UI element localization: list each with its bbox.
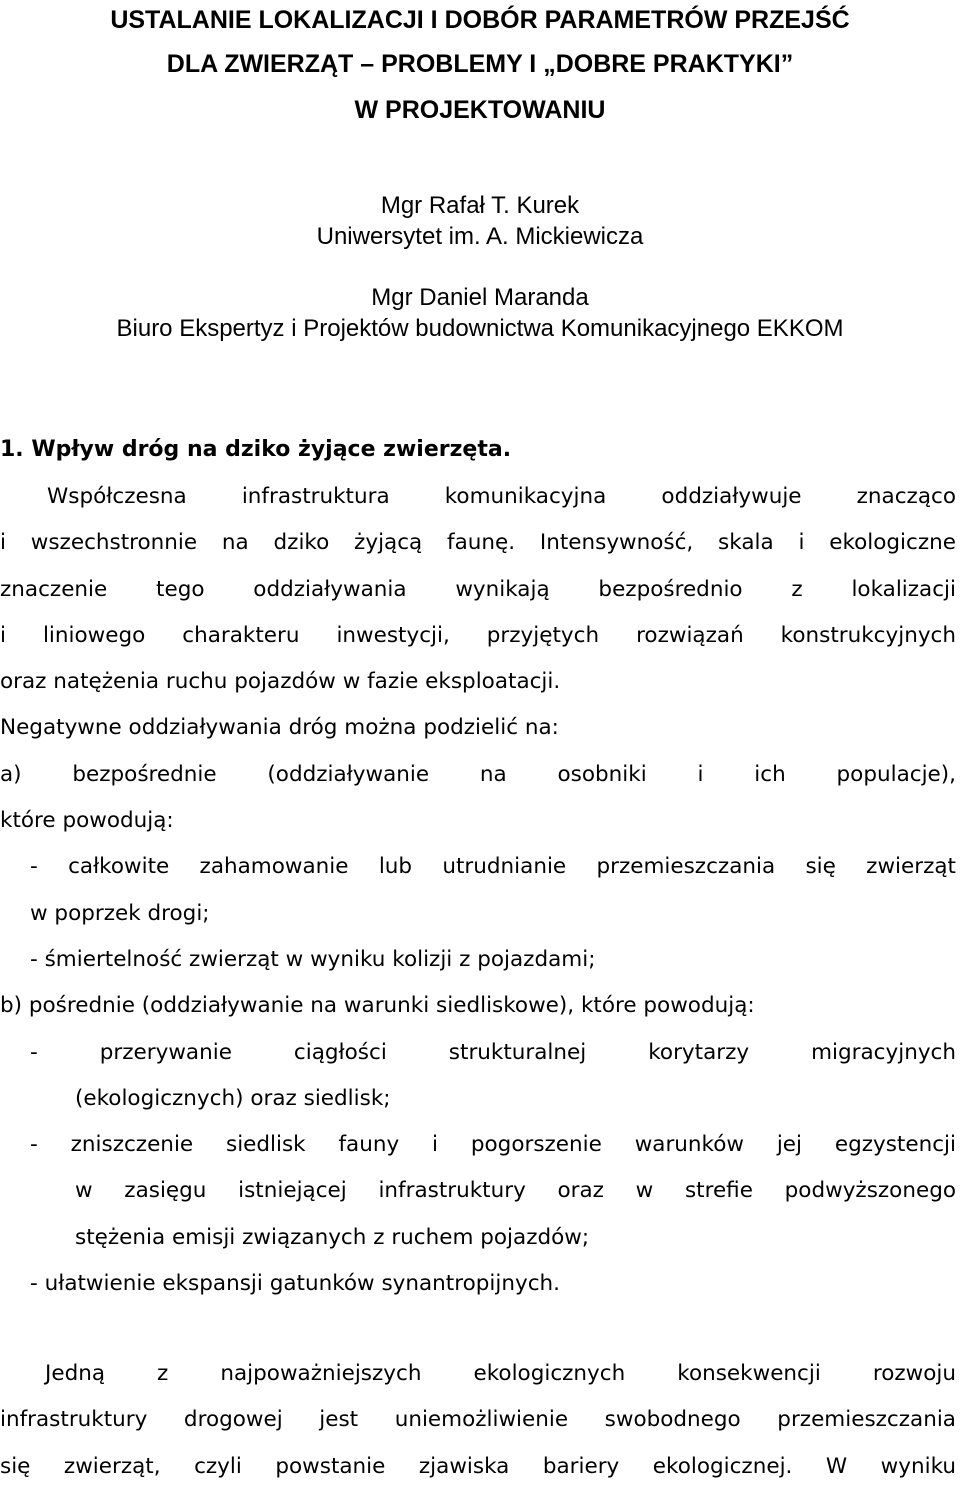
list-item-continuation: (ekologicznych) oraz siedlisk; [75,1085,391,1111]
body-line: infrastruktury drogowej jest uniemożliwienie swobodnego przemieszczania [0,1407,956,1433]
body-line: się zwierząt, czyli powstanie zjawiska bariery ekologicznej. W wyniku [0,1453,956,1479]
title-line-2: DLA ZWIERZĄT – PROBLEMY I „DOBRE PRAKTYKI” [166,50,794,78]
body-line: i liniowego charakteru inwestycji, przyjętych rozwiązań konstrukcyjnych [0,622,956,648]
section-body [0,474,956,1307]
paragraph-2 [0,1351,956,1490]
author-1-name: Mgr Rafał T. Kurek [380,192,580,219]
list-item: - ułatwienie ekspansji gatunków synantropijnych. [30,1271,560,1297]
list-item: - śmiertelność zwierząt w wyniku kolizji z pojazdami; [30,946,596,972]
body-line: Współczesna infrastruktura komunikacyjna oddziaływuje znacząco [47,484,956,509]
author-1-affiliation: Uniwersytet im. A. Mickiewicza [316,223,644,250]
body-line: oraz natężenia ruchu pojazdów w fazie eksploatacji. [0,669,561,695]
list-item: - przerywanie ciągłości strukturalnej korytarzy migracyjnych [30,1039,956,1065]
body-line: a) bezpośrednie (oddziaływanie na osobniki i ich populacje), [0,761,956,787]
list-item-continuation: w zasięgu istniejącej infrastruktury oraz w strefie podwyższonego [75,1178,956,1204]
author-2-affiliation: Biuro Ekspertyz i Projektów budownictwa Komunikacyjnego EKKOM [116,315,844,342]
list-item-continuation: stężenia emisji związanych z ruchem pojazdów; [75,1224,590,1250]
body-line: znaczenie tego oddziaływania wynikają bezpośrednio z lokalizacji [0,576,956,602]
title-line-1: USTALANIE LOKALIZACJI I DOBÓR PARAMETRÓW PRZEJŚĆ [110,6,850,34]
body-line: które powodują: [0,808,174,834]
list-item: - całkowite zahamowanie lub utrudnianie przemieszczania się zwierząt [30,854,956,880]
list-item: - zniszczenie siedlisk fauny i pogorszenie warunków jej egzystencji [30,1132,956,1158]
author-2-name: Mgr Daniel Maranda [371,284,589,311]
title-line-3: W PROJEKTOWANIU [354,96,606,124]
list-item-continuation: w poprzek drogi; [30,900,210,926]
body-line: b) pośrednie (oddziaływanie na warunki siedliskowe), które powodują: [0,993,755,1019]
body-line: i wszechstronnie na dziko żyjącą faunę. Intensywność, skala i ekologiczne [0,530,956,556]
body-line: Negatywne oddziaływania dróg można podzielić na: [0,715,559,741]
section-heading: 1. Wpływ dróg na dziko żyjące zwierzęta. [0,437,512,462]
body-line: Jedną z najpoważniejszych ekologicznych konsekwencji rozwoju [45,1361,956,1386]
